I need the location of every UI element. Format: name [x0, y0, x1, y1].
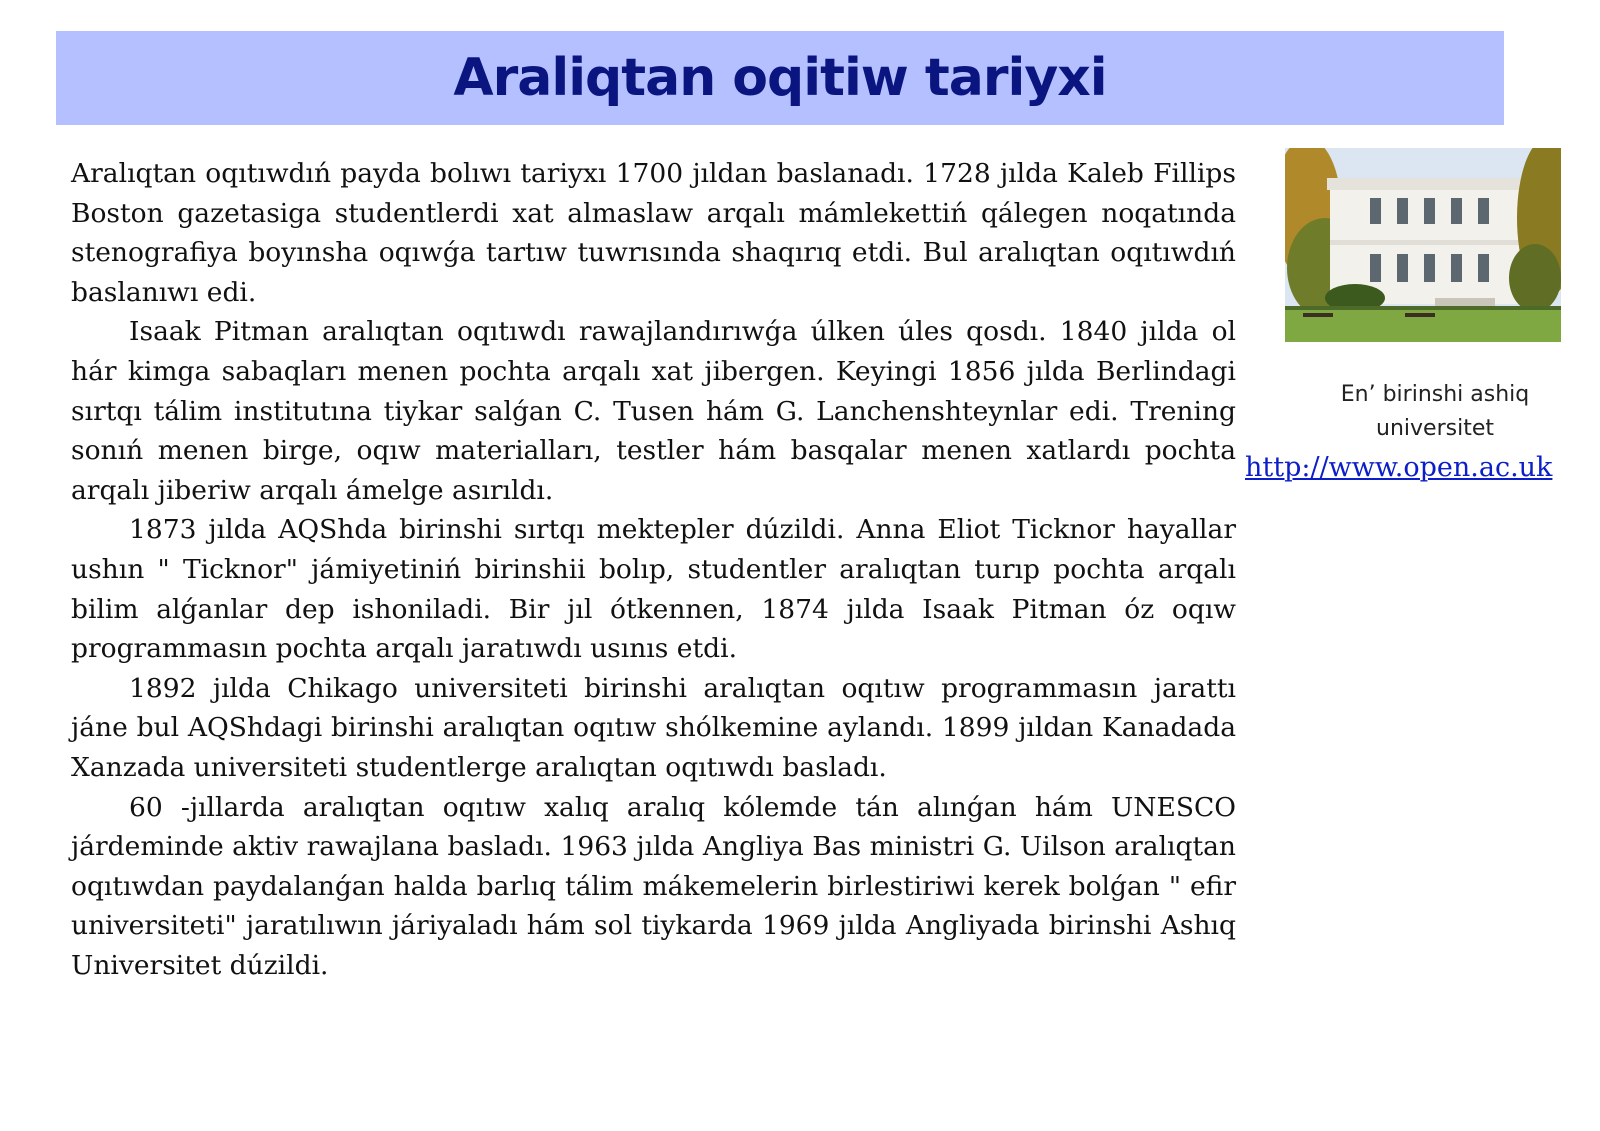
university-building-photo — [1285, 148, 1561, 342]
article-body — [71, 154, 1236, 985]
paragraph-3: 1873 jılda AQShda birinshi sırtqı mektepler dúzildi. Anna Eliot Ticknor hayallar ushın " Ticknor" jámiyetiniń birinshii bolıp, studentler aralıqtan turıp pochta arqalı bilim alǵanlar dep ishoniladi. Bir jıl ótkennen, 1874 jılda Isaak Pitman óz oqıw programmasın pochta arqalı jaratıwdı usınıs etdi. — [71, 514, 1236, 665]
building-illustration — [1285, 148, 1561, 342]
paragraph-4: 1892 jılda Chikago universiteti birinshi aralıqtan oqıtıw programmasın jarattı jáne bul AQShdagi birinshi aralıqtan oqıtıw shólkemine aylandı. 1899 jıldan Kanadada Xanzada universiteti studentlerge aralıqtan oqıtıwdı basladı. — [71, 672, 1236, 783]
caption-line-2: universitet — [1376, 416, 1494, 441]
title-bar — [56, 31, 1504, 125]
paragraph-2: Isaak Pitman aralıqtan oqıtıwdı rawajlandırıwǵa úlken úles qosdı. 1840 jılda ol hár kimga sabaqları menen pochta arqalı xat jibergen. Keyingi 1856 jılda Berlindagi sırtqı tálim institutına tiykar salǵan C. Tusen hám G. Lanchenshteynlar edi. Trening sonıń menen birge, oqıw materialları, testler hám basqalar menen xatlardı pochta arqalı jiberiw arqalı ámelge asırıldı. — [71, 316, 1236, 506]
open-university-link[interactable]: http://www.open.ac.uk — [1245, 452, 1553, 483]
caption-line-1: En’ birinshi ashiq — [1340, 382, 1530, 407]
page-title: Araliqtan oqitiw tariyxi — [453, 48, 1107, 108]
paragraph-1: Aralıqtan oqıtıwdıń payda bolıwı tariyxı 1700 jıldan baslanadı. 1728 jılda Kaleb Fillips Boston gazetasiga studentlerdi xat almaslaw arqalı mámlekettiń qálegen noqatında stenografiya boyınsha oqıwǵa tartıw tuwrısında shaqırıq etdi. Bul aralıqtan oqıtıwdıń baslanıwı edi. — [71, 158, 1236, 308]
photo-caption — [1300, 378, 1570, 446]
paragraph-5: 60 -jıllarda aralıqtan oqıtıw xalıq aralıq kólemde tán alınǵan hám UNESCO járdeminde aktiv rawajlana basladı. 1963 jılda Angliya Bas ministri G. Uilson aralıqtan oqıtıwdan paydalanǵan halda barlıq tálim mákemelerin birlestiriwi kerek bolǵan " efir universiteti" jaratılıwın járiyaladı hám sol tiykarda 1969 jılda Angliyada birinshi Ashıq Universitet dúzildi. — [71, 791, 1236, 981]
